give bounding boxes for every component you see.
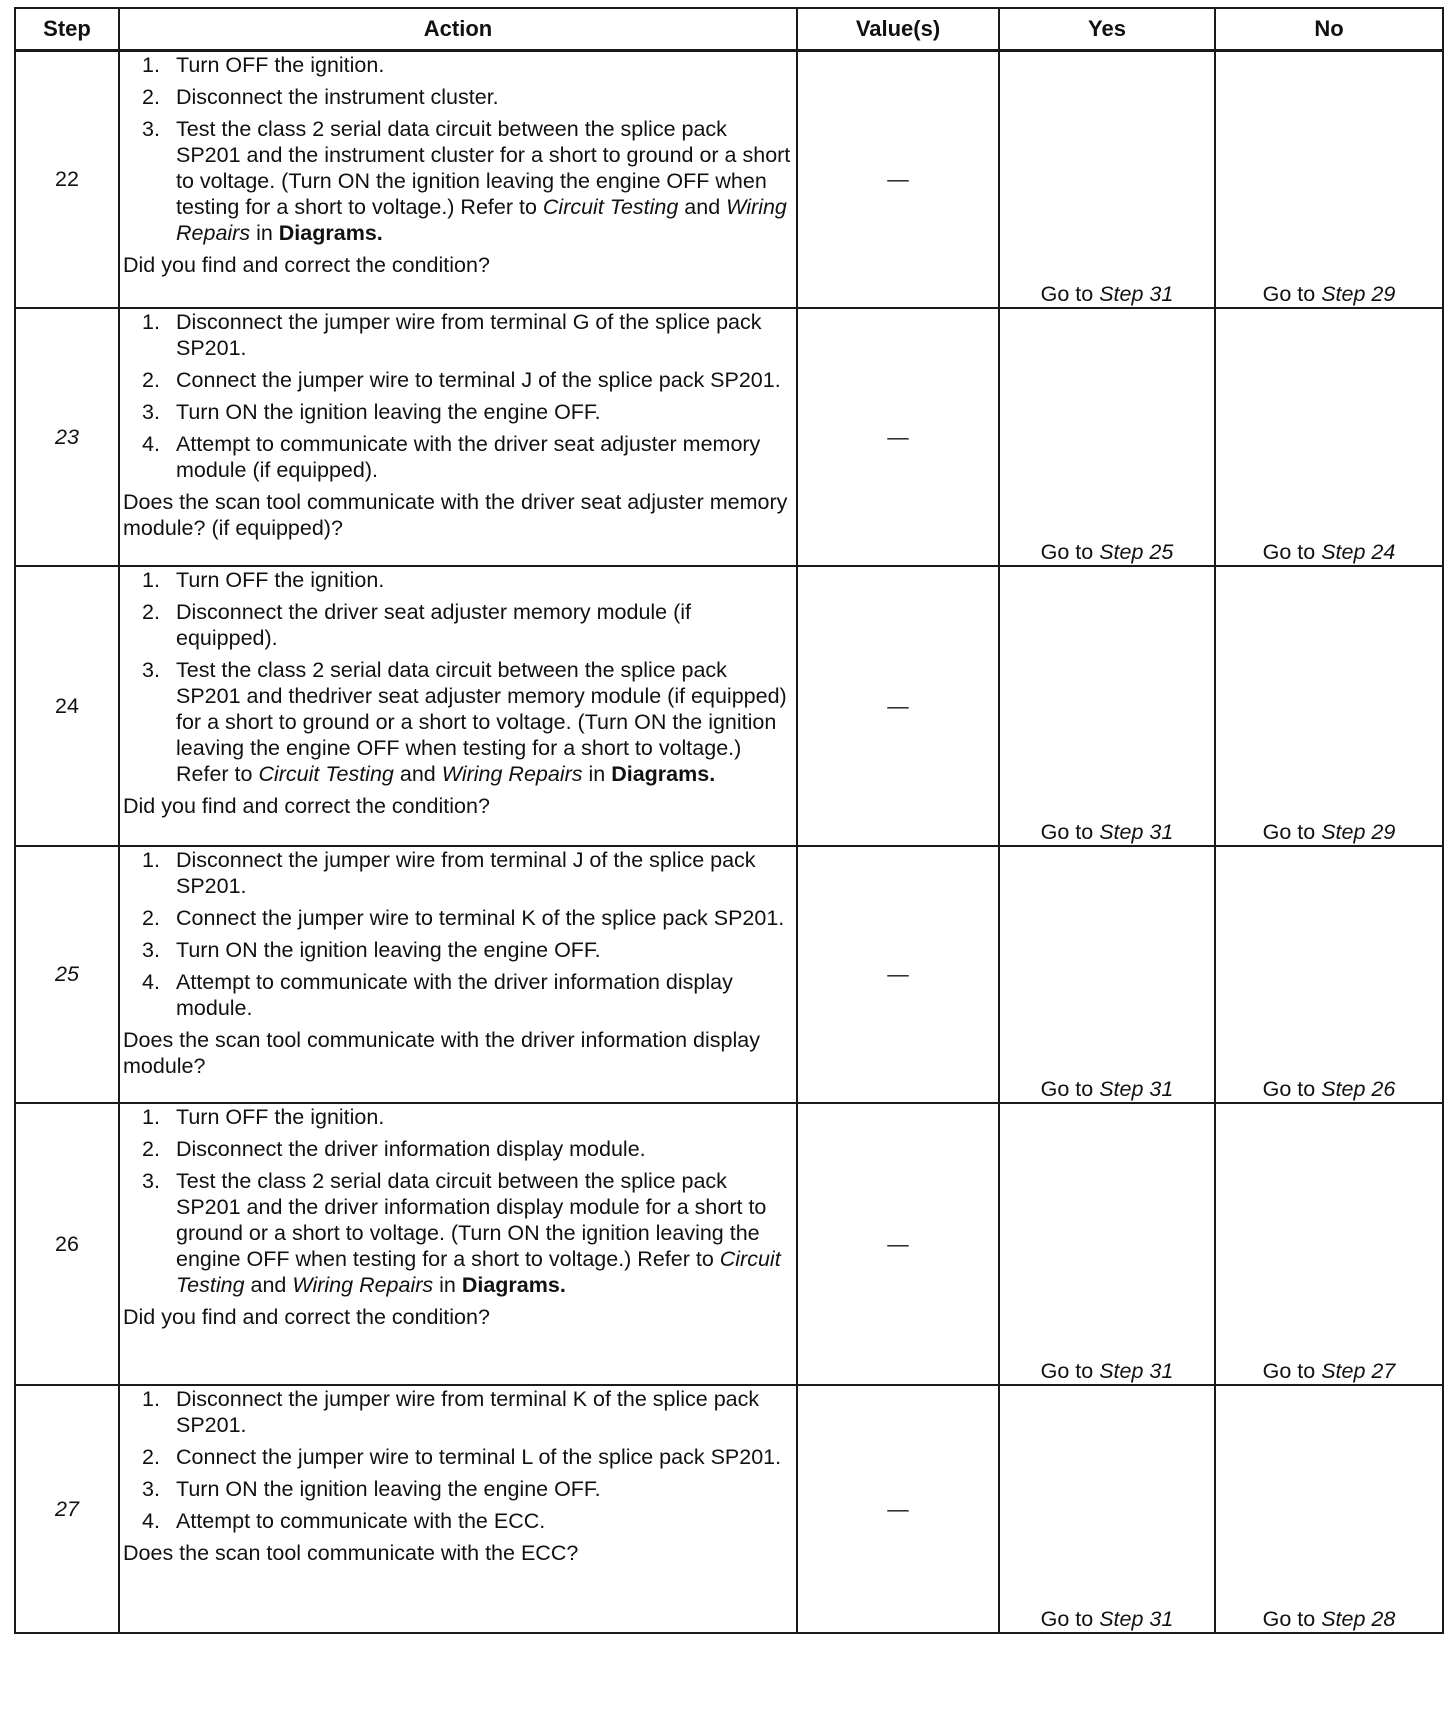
no-step-link: Step 26 — [1321, 1076, 1396, 1101]
value-cell: — — [797, 308, 999, 566]
action-item: 1. Turn OFF the ignition. — [142, 567, 385, 592]
action-item: 3. Test the class 2 serial data circuit between the splice pack SP201 and the driver information display module for a short to ground or a short to voltage. (Turn ON the ignition leaving the engine OFF when testing for a short to voltage.) Refer to Circuit Testing and Wiring Repairs in Diagrams. — [142, 1168, 781, 1297]
table-row-step-26 — [15, 1103, 1443, 1385]
diagnostic-table — [14, 7, 1444, 1634]
header-yes: Yes — [999, 8, 1215, 51]
yes-goto: Go to Step 31 — [999, 566, 1215, 846]
step-number: 25 — [15, 846, 119, 1103]
value-cell: — — [797, 566, 999, 846]
yes-goto: Go to Step 31 — [999, 1103, 1215, 1385]
value-cell: — — [797, 1103, 999, 1385]
no-step-link: Step 28 — [1321, 1606, 1396, 1631]
action-question: Does the scan tool communicate with the ECC? — [123, 1540, 579, 1565]
table-row-step-25 — [15, 846, 1443, 1103]
action-item: 1. Disconnect the jumper wire from terminal G of the splice pack SP201. — [142, 309, 762, 360]
yes-step-link: Step 31 — [1099, 281, 1174, 306]
step-number: 27 — [15, 1385, 119, 1633]
no-goto: Go to Step 24 — [1215, 308, 1443, 566]
action-item: 2. Disconnect the instrument cluster. — [142, 85, 499, 109]
action-item: 2. Connect the jumper wire to terminal J of the splice pack SP201. — [142, 367, 781, 392]
action-list — [120, 1104, 796, 1298]
action-question: Does the scan tool communicate with the driver information display module? — [123, 1027, 760, 1078]
action-cell — [119, 1103, 797, 1385]
reference-wiring-repairs: Wiring Repairs — [292, 1272, 434, 1297]
action-item: 1. Disconnect the jumper wire from terminal J of the splice pack SP201. — [142, 847, 756, 898]
reference-circuit-testing: Circuit Testing — [176, 1246, 781, 1297]
action-item: 1. Turn OFF the ignition. — [142, 1104, 385, 1129]
table-body — [15, 51, 1443, 1633]
no-goto: Go to Step 29 — [1215, 566, 1443, 846]
no-goto: Go to Step 26 — [1215, 846, 1443, 1103]
yes-step-link: Step 31 — [1099, 1606, 1174, 1631]
action-list — [120, 309, 796, 483]
action-list — [120, 847, 796, 1021]
action-item: 3. Turn ON the ignition leaving the engine OFF. — [142, 399, 601, 424]
action-item: 3. Test the class 2 serial data circuit between the splice pack SP201 and thedriver seat adjuster memory module (if equipped) for a short to ground or a short to voltage. (Turn ON the ignition leaving the engine OFF when testing for a short to voltage.) Refer to Circuit Testing and Wiring Repairs in Diagrams. — [142, 657, 787, 786]
reference-diagrams: Diagrams. — [278, 221, 383, 245]
header-step: Step — [15, 8, 119, 51]
action-list — [120, 567, 796, 787]
table-row-step-23 — [15, 308, 1443, 566]
value-cell: — — [797, 51, 999, 308]
action-cell — [119, 566, 797, 846]
action-item: 1. Turn OFF the ignition. — [142, 53, 385, 77]
action-item: 4. Attempt to communicate with the driver information display module. — [142, 969, 733, 1020]
header-values: Value(s) — [797, 8, 999, 51]
no-goto: Go to Step 27 — [1215, 1103, 1443, 1385]
yes-step-link: Step 31 — [1099, 819, 1174, 844]
step-number: 24 — [15, 566, 119, 846]
table-row-step-24 — [15, 566, 1443, 846]
action-cell — [119, 1385, 797, 1633]
step-number: 23 — [15, 308, 119, 566]
reference-wiring-repairs: Wiring Repairs — [176, 195, 787, 245]
action-item: 2. Disconnect the driver seat adjuster memory module (if equipped). — [142, 599, 692, 650]
no-step-link: Step 29 — [1321, 281, 1396, 306]
action-item: 3. Test the class 2 serial data circuit between the splice pack SP201 and the instrument cluster for a short to ground or a short to voltage. (Turn ON the ignition leaving the engine OFF when testing for a short to voltage.) Refer to Circuit Testing and Wiring Repairs in Diagrams. — [142, 117, 791, 245]
no-goto: Go to Step 29 — [1215, 51, 1443, 308]
action-item: 3. Turn ON the ignition leaving the engine OFF. — [142, 937, 601, 962]
action-question: Did you find and correct the condition? — [123, 1304, 490, 1329]
reference-diagrams: Diagrams. — [461, 1272, 566, 1297]
action-question: Does the scan tool communicate with the driver seat adjuster memory module? (if equipped)? — [123, 489, 788, 540]
reference-circuit-testing: Circuit Testing — [542, 195, 679, 219]
header-row — [15, 8, 1443, 51]
yes-goto: Go to Step 31 — [999, 51, 1215, 308]
no-goto: Go to Step 28 — [1215, 1385, 1443, 1633]
action-item: 4. Attempt to communicate with the driver seat adjuster memory module (if equipped). — [142, 431, 761, 482]
yes-goto: Go to Step 31 — [999, 846, 1215, 1103]
action-cell — [119, 846, 797, 1103]
table-row-step-27 — [15, 1385, 1443, 1633]
header-no: No — [1215, 8, 1443, 51]
action-item: 2. Connect the jumper wire to terminal K of the splice pack SP201. — [142, 905, 785, 930]
action-list — [120, 1386, 796, 1534]
action-question: Did you find and correct the condition? — [123, 793, 490, 818]
value-cell: — — [797, 846, 999, 1103]
reference-wiring-repairs: Wiring Repairs — [441, 761, 583, 786]
yes-step-link: Step 25 — [1099, 539, 1174, 564]
yes-goto: Go to Step 25 — [999, 308, 1215, 566]
action-cell — [119, 51, 797, 308]
action-item: 2. Connect the jumper wire to terminal L of the splice pack SP201. — [142, 1444, 782, 1469]
table-row-step-22 — [15, 51, 1443, 308]
table-header — [15, 8, 1443, 51]
action-question: Did you find and correct the condition? — [123, 253, 490, 277]
yes-step-link: Step 31 — [1099, 1076, 1174, 1101]
reference-diagrams: Diagrams. — [611, 761, 716, 786]
action-item: 3. Turn ON the ignition leaving the engine OFF. — [142, 1476, 601, 1501]
action-item: 1. Disconnect the jumper wire from terminal K of the splice pack SP201. — [142, 1386, 760, 1437]
no-step-link: Step 29 — [1321, 819, 1396, 844]
step-number: 26 — [15, 1103, 119, 1385]
action-list — [120, 52, 796, 246]
action-cell — [119, 308, 797, 566]
yes-step-link: Step 31 — [1099, 1358, 1174, 1383]
action-item: 4. Attempt to communicate with the ECC. — [142, 1508, 546, 1533]
reference-circuit-testing: Circuit Testing — [258, 761, 394, 786]
yes-goto: Go to Step 31 — [999, 1385, 1215, 1633]
header-action: Action — [119, 8, 797, 51]
no-step-link: Step 27 — [1321, 1358, 1396, 1383]
step-number: 22 — [15, 51, 119, 308]
value-cell: — — [797, 1385, 999, 1633]
no-step-link: Step 24 — [1321, 539, 1396, 564]
action-item: 2. Disconnect the driver information display module. — [142, 1136, 646, 1161]
